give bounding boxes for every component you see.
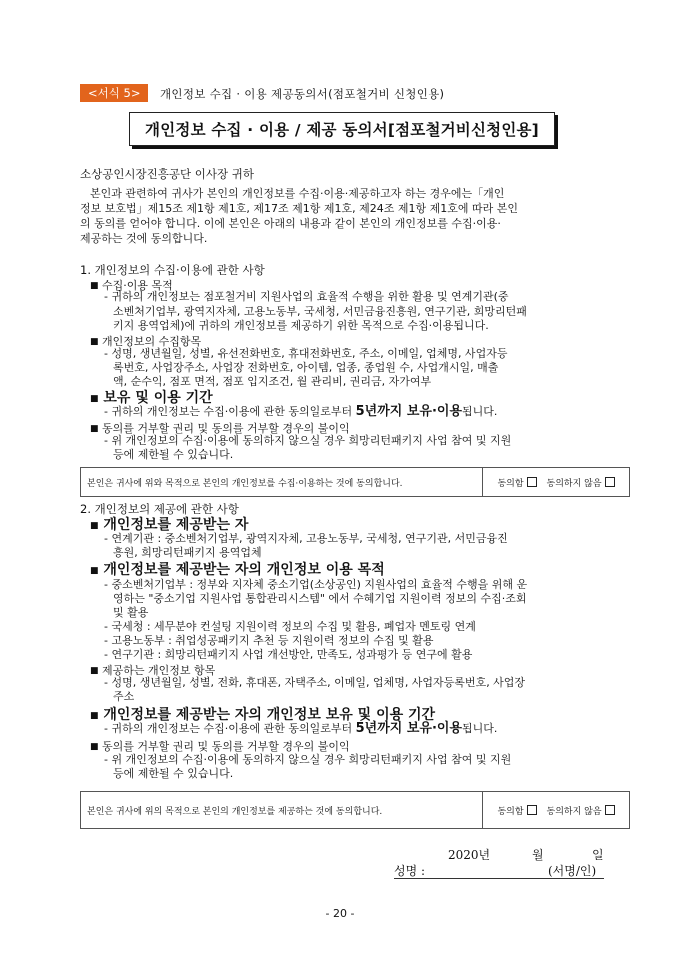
- section1-retention-bullet: [90, 387, 213, 407]
- body-line: - 위 개인정보의 수집·이용에 동의하지 않으실 경우 희망리턴패키지 사업 참여 및 지원: [104, 434, 512, 447]
- form-heading: 개인정보 수집 · 이용 제공동의서(점포철거비 신청인용): [160, 87, 445, 101]
- section2-consent-box: [80, 791, 630, 829]
- body-line: 흥원, 희망리턴패키지 용역업체: [113, 546, 262, 559]
- agree-checkbox[interactable]: [497, 476, 536, 489]
- section2-refuse-bullet: [90, 738, 350, 754]
- signature-month: 월: [532, 848, 544, 862]
- signature-name-label: 성명 :: [394, 864, 426, 878]
- body-line: - 고용노동부 : 취업성공패키지 추천 등 지원이력 정보의 수집 및 활용: [104, 634, 434, 647]
- body-line: - 연구기관 : 희망리턴패키지 사업 개선방안, 만족도, 성과평가 등 연구에 활용: [104, 648, 473, 661]
- body-line: - 연계기관 : 중소벤처기업부, 광역지자체, 고용노동부, 국세청, 연구기관, 서민금융진: [104, 532, 508, 545]
- bullet-square-icon: ■: [90, 566, 99, 576]
- document-title-box: [129, 112, 555, 146]
- body-line: 액, 순수익, 점포 면적, 점포 입지조건, 월 관리비, 권리금, 자가여부: [113, 375, 432, 388]
- agree-label: 동의함: [497, 478, 524, 489]
- retention-text: - 귀하의 개인정보는 수집·이용에 관한 동의일로부터: [104, 722, 356, 735]
- bullet-square-icon: ■: [90, 337, 99, 347]
- checkbox-icon[interactable]: [527, 805, 537, 815]
- bullet-label: 제공하는 개인정보 항목: [102, 664, 216, 677]
- bullet-label: 동의를 거부할 권리 및 동의를 거부할 경우의 불이익: [102, 422, 350, 435]
- body-line: 영하는 "중소기업 지원사업 통합관리시스템" 에서 수혜기업 지원이력 정보의 수집·조회: [113, 592, 527, 605]
- bullet-label: 보유 및 이용 기간: [103, 390, 213, 406]
- page-number: - 20 -: [325, 907, 355, 920]
- intro-line: 본인과 관련하여 귀사가 본인의 개인정보를 수집·이용·제공하고자 하는 경우에는「개인: [90, 187, 505, 200]
- bullet-label: 동의를 거부할 권리 및 동의를 거부할 경우의 불이익: [102, 740, 350, 753]
- body-line: - 국세청 : 세무분야 컨설팅 지원이력 정보의 수집 및 활용, 폐업자 멘토링 연계: [104, 620, 476, 633]
- body-line: - 중소벤처기업부 : 정부와 지자체 중소기업(소상공인) 지원사업의 효율적 수행을 위해 운: [104, 578, 528, 591]
- intro-line: 정보 보호법」제15조 제1항 제1호, 제17조 제1항 제1호, 제24조 제1항 제1호에 따라 본인: [80, 202, 518, 215]
- section2-purpose-bullet: [90, 559, 385, 579]
- body-line: 등에 제한될 수 있습니다.: [113, 767, 234, 780]
- bullet-square-icon: ■: [90, 711, 99, 721]
- body-line: 주소: [113, 690, 135, 703]
- bullet-label: 개인정보의 수집항목: [102, 335, 202, 348]
- intro-line: 제공하는 것에 동의합니다.: [80, 232, 208, 245]
- retention-period: 5년까지 보유·이용: [355, 404, 463, 419]
- retention-period: 5년까지 보유·이용: [355, 721, 463, 736]
- body-line: 키지 용역업체)에 귀하의 개인정보를 제공하기 위한 목적으로 수집·이용됩니다.: [113, 319, 489, 332]
- bullet-square-icon: ■: [90, 424, 99, 434]
- disagree-label: 동의하지 않음: [546, 806, 602, 817]
- section2-recipients-bullet: [90, 514, 248, 534]
- checkbox-icon[interactable]: [527, 477, 537, 487]
- consent-statement: 본인은 귀사에 위의 목적으로 본인의 개인정보를 제공하는 것에 동의합니다.: [81, 792, 483, 828]
- agree-label: 동의함: [497, 806, 524, 817]
- disagree-label: 동의하지 않음: [546, 478, 602, 489]
- retention-line: [104, 405, 497, 419]
- bullet-label: 개인정보를 제공받는 자의 개인정보 보유 및 이용 기간: [103, 707, 436, 723]
- bullet-square-icon: ■: [90, 521, 99, 531]
- consent-options: [483, 792, 629, 828]
- agree-checkbox[interactable]: [497, 804, 536, 817]
- body-line: - 귀하의 개인정보는 점포철거비 지원사업의 효율적 수행을 위한 활용 및 연계기관(중: [104, 290, 509, 303]
- retention-line: [104, 722, 497, 736]
- checkbox-icon[interactable]: [605, 805, 615, 815]
- body-line: - 성명, 생년월일, 성별, 전화, 휴대폰, 자택주소, 이메일, 업체명, 사업자등록번호, 사업장: [104, 676, 526, 689]
- bullet-label: 수집·이용 목적: [102, 279, 173, 292]
- body-line: 등에 제한될 수 있습니다.: [113, 448, 234, 461]
- addressee: 소상공인시장진흥공단 이사장 귀하: [80, 167, 254, 181]
- bullet-square-icon: ■: [90, 394, 99, 404]
- intro-paragraph: [80, 186, 604, 246]
- intro-line: 의 동의를 얻어야 합니다. 이에 본인은 아래의 내용과 같이 본인의 개인정보를 수집·이용·: [80, 217, 501, 230]
- bullet-square-icon: ■: [90, 742, 99, 752]
- bullet-label: 개인정보를 제공받는 자의 개인정보 이용 목적: [103, 562, 385, 578]
- disagree-checkbox[interactable]: [547, 476, 615, 489]
- signature-day: 일: [592, 848, 604, 862]
- body-line: 록번호, 사업장주소, 사업장 전화번호, 아이템, 업종, 종업원 수, 사업개시일, 매출: [113, 361, 499, 374]
- bullet-square-icon: ■: [90, 281, 99, 291]
- signature-sign-label: (서명/인): [548, 864, 597, 878]
- body-line: 소벤처기업부, 광역지자체, 고용노동부, 국세청, 서민금융진흥원, 연구기관, 희망리턴패: [113, 305, 527, 318]
- consent-statement: 본인은 귀사에 위와 목적으로 본인의 개인정보를 수집·이용하는 것에 동의합니다.: [81, 468, 483, 496]
- consent-options: [483, 468, 629, 496]
- retention-text: 됩니다.: [462, 722, 498, 735]
- section1-heading: 1. 개인정보의 수집·이용에 관한 사항: [80, 263, 265, 277]
- retention-text: - 귀하의 개인정보는 수집·이용에 관한 동의일로부터: [104, 405, 356, 418]
- retention-text: 됩니다.: [462, 405, 498, 418]
- section1-consent-box: [80, 467, 630, 497]
- signature-year: 2020년: [448, 848, 491, 862]
- document-title: 개인정보 수집 · 이용 / 제공 동의서[점포철거비신청인용]: [145, 121, 539, 139]
- body-line: - 성명, 생년월일, 성별, 유선전화번호, 휴대전화번호, 주소, 이메일, 업체명, 사업자등: [104, 347, 508, 360]
- checkbox-icon[interactable]: [605, 477, 615, 487]
- bullet-label: 개인정보를 제공받는 자: [103, 517, 249, 533]
- section2-heading: 2. 개인정보의 제공에 관한 사항: [80, 502, 239, 516]
- body-line: 및 활용: [113, 606, 149, 619]
- form-number-tag: <서식 5>: [80, 84, 148, 102]
- signature-underline: [394, 878, 604, 879]
- disagree-checkbox[interactable]: [547, 804, 615, 817]
- bullet-square-icon: ■: [90, 666, 99, 676]
- body-line: - 위 개인정보의 수집·이용에 동의하지 않으실 경우 희망리턴패키지 사업 참여 및 지원: [104, 753, 512, 766]
